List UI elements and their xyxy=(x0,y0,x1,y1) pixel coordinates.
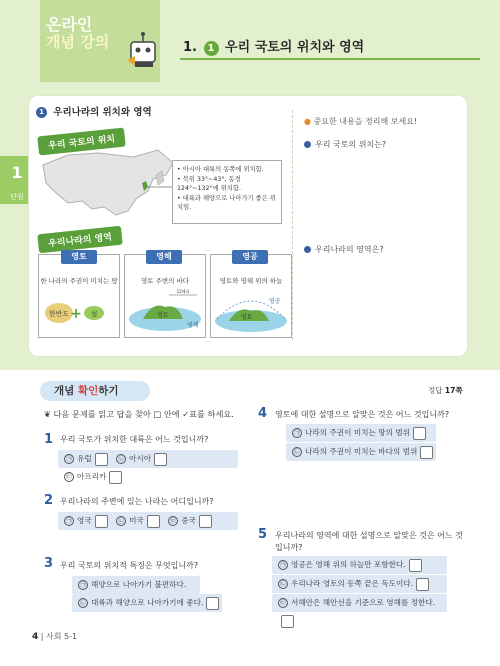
answer-checkbox[interactable] xyxy=(95,515,108,528)
answer-checkbox[interactable] xyxy=(147,515,160,528)
question-number: 4 xyxy=(258,406,268,421)
question-text: 우리 국토가 위치한 대륙은 어느 것입니까? xyxy=(60,435,209,444)
instruction: ❦ 다음 문제를 읽고 답을 찾아 □ 안에 ✓표를 하세요. xyxy=(44,409,234,419)
answer-checkbox[interactable] xyxy=(409,559,422,572)
location-fact: • 아시아 대륙의 동쪽에 위치함. xyxy=(177,166,264,173)
question-number: 5 xyxy=(258,527,268,542)
tile-label-sea: 영해 xyxy=(146,250,182,264)
answer-checkbox[interactable] xyxy=(416,578,429,591)
tile-desc-territory: 한 나라의 주권이 미치는 땅 xyxy=(40,277,118,285)
section-title xyxy=(183,36,364,56)
section-number: 1 xyxy=(204,41,219,56)
territorial-sea-tile xyxy=(124,254,206,338)
section-title-text: 우리 국토의 위치와 영역 xyxy=(225,40,365,55)
svg-text:한반도: 한반도 xyxy=(48,310,70,318)
answer-reference: 정답 17쪽 xyxy=(428,386,463,395)
heading-number: 1 xyxy=(36,107,47,118)
answer-checkbox[interactable] xyxy=(109,471,122,484)
answer-checkbox[interactable] xyxy=(281,615,294,628)
title-underline xyxy=(180,58,480,60)
svg-text:영해: 영해 xyxy=(187,322,199,329)
option-row: ㉡ 나라의 주권이 미치는 바다의 범위 xyxy=(286,443,436,461)
svg-text:12해리: 12해리 xyxy=(176,289,190,294)
location-fact: • 대륙과 해양으로 나아가기 좋은 위치임. xyxy=(177,194,276,212)
heading-text: 우리나라의 위치와 영역 xyxy=(53,107,152,118)
question-text: 우리 국토의 위치적 특징은 무엇입니까? xyxy=(60,561,199,570)
location-fact: • 북위 33°~43°, 동경 124°~132°에 위치함. xyxy=(177,175,241,193)
book-title: 사회 5-1 xyxy=(46,632,78,641)
svg-text:영토: 영토 xyxy=(241,314,253,321)
unit-label: 단원 xyxy=(10,193,24,201)
airspace-tile xyxy=(210,254,292,338)
airspace-island-icon xyxy=(211,289,291,335)
answer-checkbox[interactable] xyxy=(199,515,212,528)
answer-checkbox[interactable] xyxy=(206,597,219,610)
badge-line1: 온라인 xyxy=(46,15,93,34)
question-text: 영토에 대한 설명으로 알맞은 것은 어느 것입니까? xyxy=(275,410,450,419)
note-question-location: 우리 국토의 위치는? xyxy=(304,139,386,150)
concept-check-pill: 개념 확인하기 xyxy=(40,381,150,401)
badge-line2: 개념 강의 xyxy=(46,33,110,52)
location-facts-box xyxy=(172,160,282,224)
tile-desc-airspace: 영토와 영해 위의 하늘 xyxy=(219,277,283,285)
answer-checkbox[interactable] xyxy=(420,446,433,459)
option-row: ㉡ 우리나라 영토의 동쪽 끝은 독도이다. xyxy=(272,575,447,593)
question-number: 2 xyxy=(44,493,54,508)
note-heading xyxy=(304,116,417,127)
question-text: 우리나라의 영역에 대한 설명으로 알맞은 것은 어느 것입니까? xyxy=(275,531,463,552)
option-row: ㉠ 영국 ㉡ 미국 ㉢ 중국 xyxy=(58,512,238,530)
option-row: ㉢ 서해안은 해안선을 기준으로 영해를 정한다. xyxy=(272,594,447,612)
bullet-icon xyxy=(304,246,311,253)
page-number: 4 xyxy=(32,632,39,642)
question-number: 3 xyxy=(44,556,54,571)
option-row: ㉡ 대륙과 해양으로 나아가기에 좋다. xyxy=(72,594,222,612)
question-text: 우리나라의 주변에 있는 나라는 어디입니까? xyxy=(60,497,214,506)
note-question-area: 우리나라의 영역은? xyxy=(304,244,384,255)
section-prefix: 1. xyxy=(183,40,197,55)
svg-text:+: + xyxy=(70,306,82,322)
peninsula-islands-icon xyxy=(39,289,119,335)
asia-map-icon xyxy=(38,145,178,223)
location-pill: 우리 국토의 위치 xyxy=(37,127,126,155)
question-number: 1 xyxy=(44,432,54,447)
page-footer: 4 | 사회 5-1 xyxy=(32,632,78,642)
answer-checkbox[interactable] xyxy=(95,453,108,466)
card-divider xyxy=(292,110,293,340)
unit-number: 1 xyxy=(11,163,23,182)
territory-land-tile xyxy=(38,254,120,338)
robot-mascot-icon xyxy=(125,30,163,70)
answer-checkbox[interactable] xyxy=(413,427,426,440)
svg-text:영토: 영토 xyxy=(157,312,169,319)
tile-label-territory: 영토 xyxy=(61,250,97,264)
sea-island-icon xyxy=(125,289,205,335)
bullet-icon xyxy=(304,141,311,148)
option-row: ㉠ 영공은 영해 위의 하늘만 포함한다. xyxy=(272,556,447,574)
area-pill: 우리나라의 영역 xyxy=(37,226,123,254)
answer-checkbox[interactable] xyxy=(154,453,167,466)
svg-text:영공: 영공 xyxy=(269,298,281,305)
option-row: ㉠ 유럽 ㉡ 아시아 ㉢ 아프리카 xyxy=(58,450,238,468)
card-heading xyxy=(36,104,152,118)
note-heading-text: 중요한 내용을 정리해 보세요! xyxy=(313,117,418,126)
tile-desc-sea: 영토 주변의 바다 xyxy=(140,277,190,285)
option-row: ㉠ 나라의 주권이 미치는 땅의 범위 xyxy=(286,424,436,442)
option-row: ㉠ 해양으로 나아가기 불편하다. xyxy=(72,576,200,594)
online-lecture-badge[interactable] xyxy=(46,16,109,52)
svg-text:섬: 섬 xyxy=(90,310,98,318)
bullet-icon: ● xyxy=(304,117,311,126)
tile-label-airspace: 영공 xyxy=(232,250,268,264)
leaf-icon: ❦ xyxy=(44,409,51,419)
